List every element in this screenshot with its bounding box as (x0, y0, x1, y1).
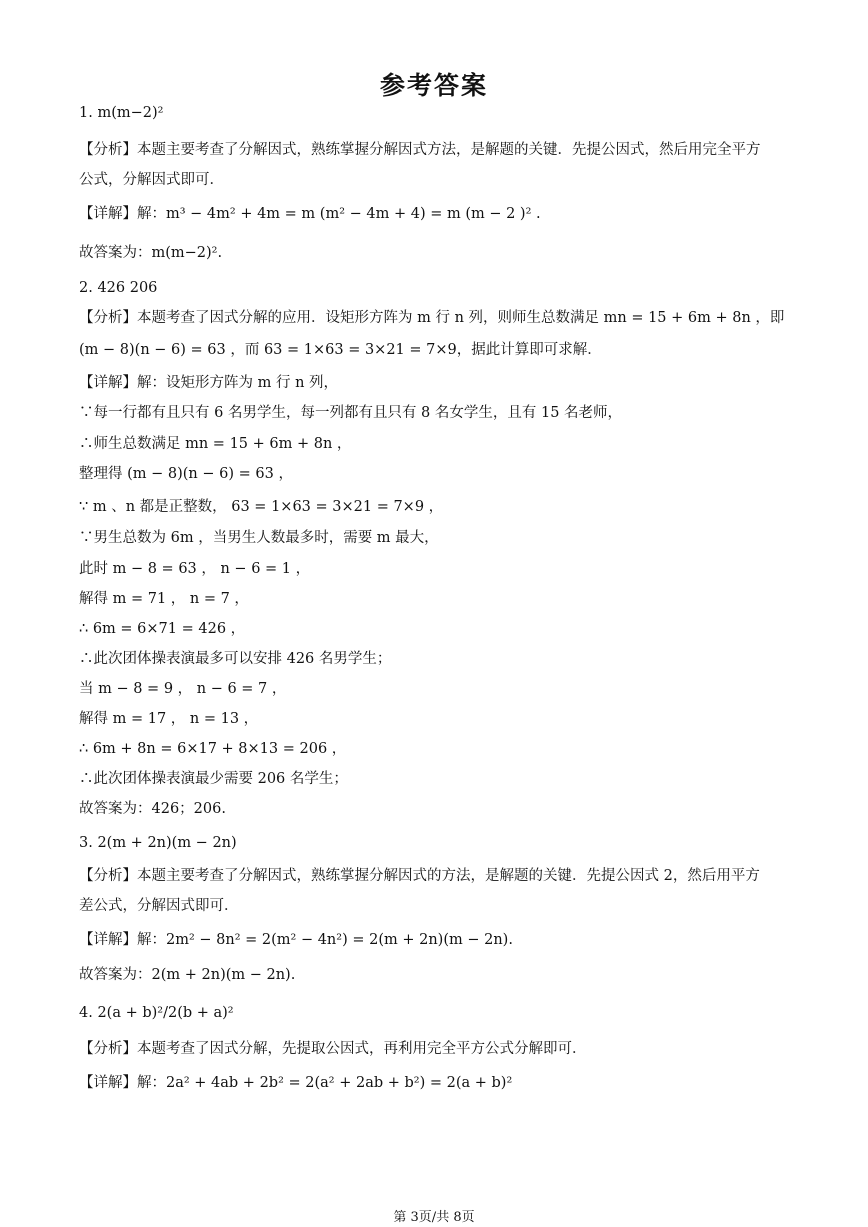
text-line: 【分析】本题考查了因式分解的应用．设矩形方阵为 m 行 n 列，则师生总数满足 mn = 15 + 6m + 8n ，即 (79, 310, 785, 326)
page-footer: 第 3页/共 8页 (393, 1210, 475, 1225)
text-line: 【详解】解：2m² − 8n² = 2(m² − 4n²) = 2(m + 2n)(m − 2n). (79, 932, 513, 948)
text-line: ∴此次团体操表演最多可以安排 426 名男学生； (79, 651, 392, 667)
text-line: 【详解】解：设矩形方阵为 m 行 n 列， (79, 375, 339, 391)
text-line: 故答案为：m(m−2)². (79, 245, 223, 261)
text-line: 1. m(m−2)² (79, 105, 164, 121)
text-line: 此时 m − 8 = 63 ， n − 6 = 1 ， (79, 561, 311, 577)
text-line: (m − 8)(n − 6) = 63 ，而 63 = 1×63 = 3×21 = 7×9，据此计算即可求解． (79, 342, 602, 358)
text-line: 解得 m = 17 ， n = 13 ， (79, 711, 259, 727)
text-line: ∵每一行都有且只有 6 名男学生，每一列都有且只有 8 名女学生，且有 15 名老师， (79, 405, 623, 421)
text-line: 【分析】本题考查了因式分解，先提取公因式，再利用完全平方公式分解即可． (79, 1041, 587, 1057)
text-line: 当 m − 8 = 9 ， n − 6 = 7 ， (79, 681, 287, 697)
text-line: 故答案为：426；206. (79, 801, 226, 817)
text-line: ∴此次团体操表演最少需要 206 名学生； (79, 771, 348, 787)
text-line: 【详解】解：2a² + 4ab + 2b² = 2(a² + 2ab + b²) = 2(a + b)² (79, 1075, 513, 1091)
page-title: 参考答案 (379, 71, 488, 100)
text-line: 解得 m = 71 ， n = 7 ， (79, 591, 249, 607)
text-line: 整理得 (m − 8)(n − 6) = 63 ， (79, 466, 293, 482)
text-line: 公式，分解因式即可． (79, 172, 224, 188)
text-line: 2. 426 206 (79, 280, 158, 296)
text-line: 4. 2(a + b)²/2(b + a)² (79, 1005, 234, 1021)
text-line: ∵ m 、n 都是正整数， 63 = 1×63 = 3×21 = 7×9 ， (79, 499, 444, 515)
text-line: 【分析】本题主要考查了分解因式，熟练掌握分解因式方法，是解题的关键．先提公因式，然后用完全平方 (79, 142, 761, 158)
text-line: ∴ 6m + 8n = 6×17 + 8×13 = 206 ， (79, 741, 347, 757)
text-line: 差公式，分解因式即可． (79, 898, 239, 914)
text-line: 3. 2(m + 2n)(m − 2n) (79, 835, 237, 851)
text-line: ∵男生总数为 6m ，当男生人数最多时，需要 m 最大， (79, 530, 439, 546)
text-line: ∴师生总数满足 mn = 15 + 6m + 8n ， (79, 436, 352, 452)
text-line: 故答案为：2(m + 2n)(m − 2n). (79, 967, 296, 983)
text-line: ∴ 6m = 6×71 = 426 ， (79, 621, 246, 637)
text-line: 【分析】本题主要考查了分解因式，熟练掌握分解因式的方法，是解题的关键．先提公因式 2，然后用平方 (79, 868, 760, 884)
text-line: 【详解】解：m³ − 4m² + 4m = m (m² − 4m + 4) = m (m − 2 )² . (79, 206, 541, 222)
